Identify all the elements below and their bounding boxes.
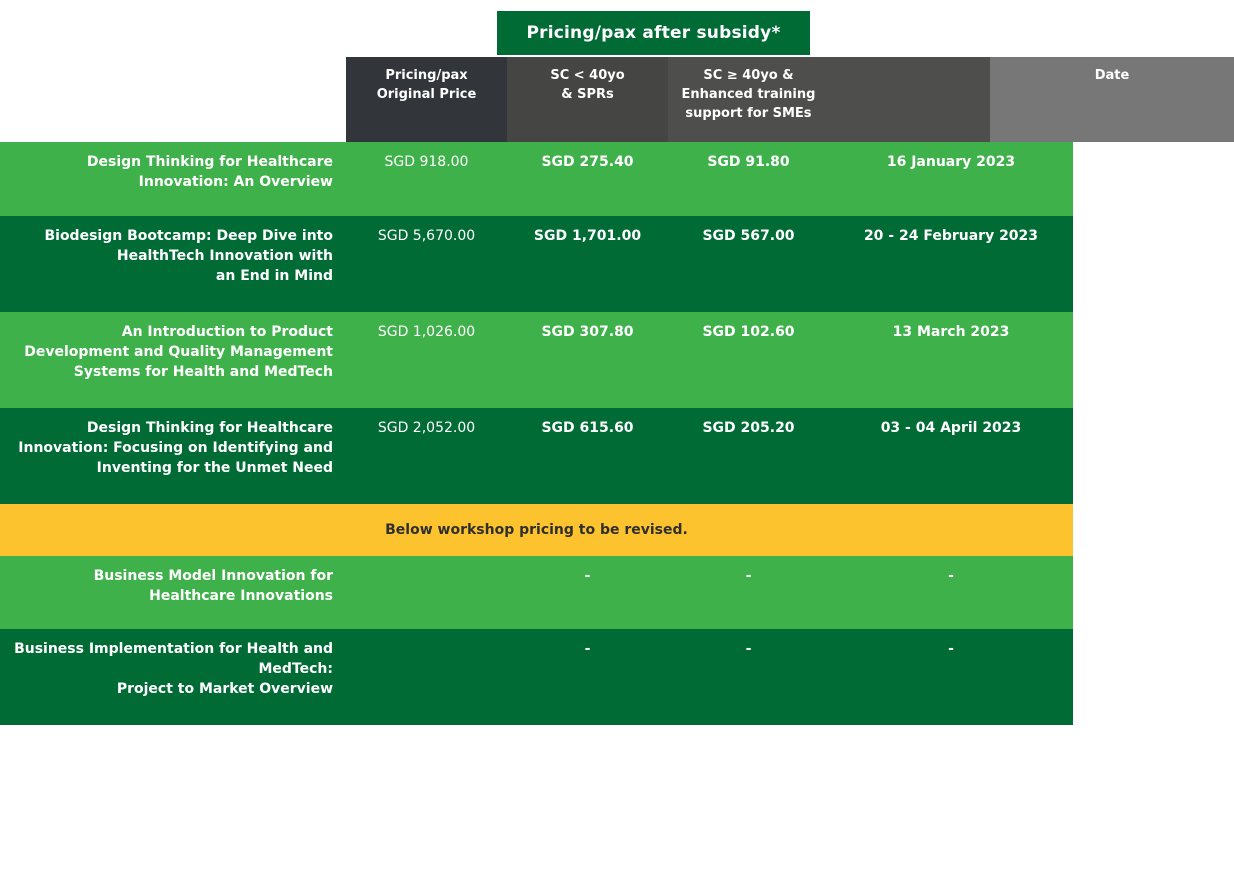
table-row (0, 629, 1073, 725)
table-row (0, 142, 1073, 216)
price-sc-over-40: - (745, 641, 752, 657)
price-sc-under-40: - (584, 641, 591, 657)
pricing-revision-notice: Below workshop pricing to be revised. (0, 504, 1073, 556)
price-sc-over-40: SGD 91.80 (707, 154, 790, 170)
table-row (0, 408, 1073, 504)
course-date: - (948, 641, 954, 657)
original-price: SGD 2,052.00 (377, 420, 476, 436)
course-name: An Introduction to Product Development and Quality Management Systems for Health and MedTech (24, 324, 333, 380)
price-sc-under-40: SGD 275.40 (541, 154, 634, 170)
header-sc-under-40: SC < 40yo & SPRs (507, 57, 668, 142)
course-name: Business Implementation for Health and MedTech: Project to Market Overview (14, 641, 333, 697)
course-name: Business Model Innovation for Healthcare Innovations (93, 568, 333, 604)
price-sc-over-40: SGD 567.00 (702, 228, 795, 244)
course-date: 13 March 2023 (892, 324, 1010, 340)
table-row (0, 216, 1073, 312)
course-date: 16 January 2023 (886, 154, 1016, 170)
course-name: Biodesign Bootcamp: Deep Dive into HealthTech Innovation with an End in Mind (44, 228, 333, 284)
table-row (0, 312, 1073, 408)
table-row (0, 556, 1073, 629)
original-price (346, 556, 507, 629)
original-price: SGD 918.00 (384, 154, 469, 170)
price-sc-under-40: SGD 307.80 (541, 324, 634, 340)
table-header (346, 57, 1234, 142)
price-sc-under-40: SGD 1,701.00 (533, 228, 642, 244)
subsidy-pricing-banner: Pricing/pax after subsidy* (497, 11, 810, 55)
price-sc-over-40: - (745, 568, 752, 584)
header-date: Date (990, 57, 1234, 142)
original-price: SGD 1,026.00 (377, 324, 476, 340)
original-price (346, 629, 507, 725)
price-sc-under-40: - (584, 568, 591, 584)
price-sc-over-40: SGD 205.20 (702, 420, 795, 436)
price-sc-under-40: SGD 615.60 (541, 420, 634, 436)
header-sc-over-40-sme: SC ≥ 40yo & Enhanced training support for SMEs (668, 57, 990, 142)
course-date: - (948, 568, 954, 584)
course-name: Design Thinking for Healthcare Innovation: Focusing on Identifying and Inventing for the Unmet Need (18, 420, 333, 476)
course-name: Design Thinking for Healthcare Innovation: An Overview (86, 154, 333, 190)
pricing-table-body (0, 142, 1073, 725)
course-date: 03 - 04 April 2023 (880, 420, 1022, 436)
original-price: SGD 5,670.00 (377, 228, 476, 244)
course-date: 20 - 24 February 2023 (863, 228, 1039, 244)
header-original-price: Pricing/pax Original Price (346, 57, 507, 142)
price-sc-over-40: SGD 102.60 (702, 324, 795, 340)
